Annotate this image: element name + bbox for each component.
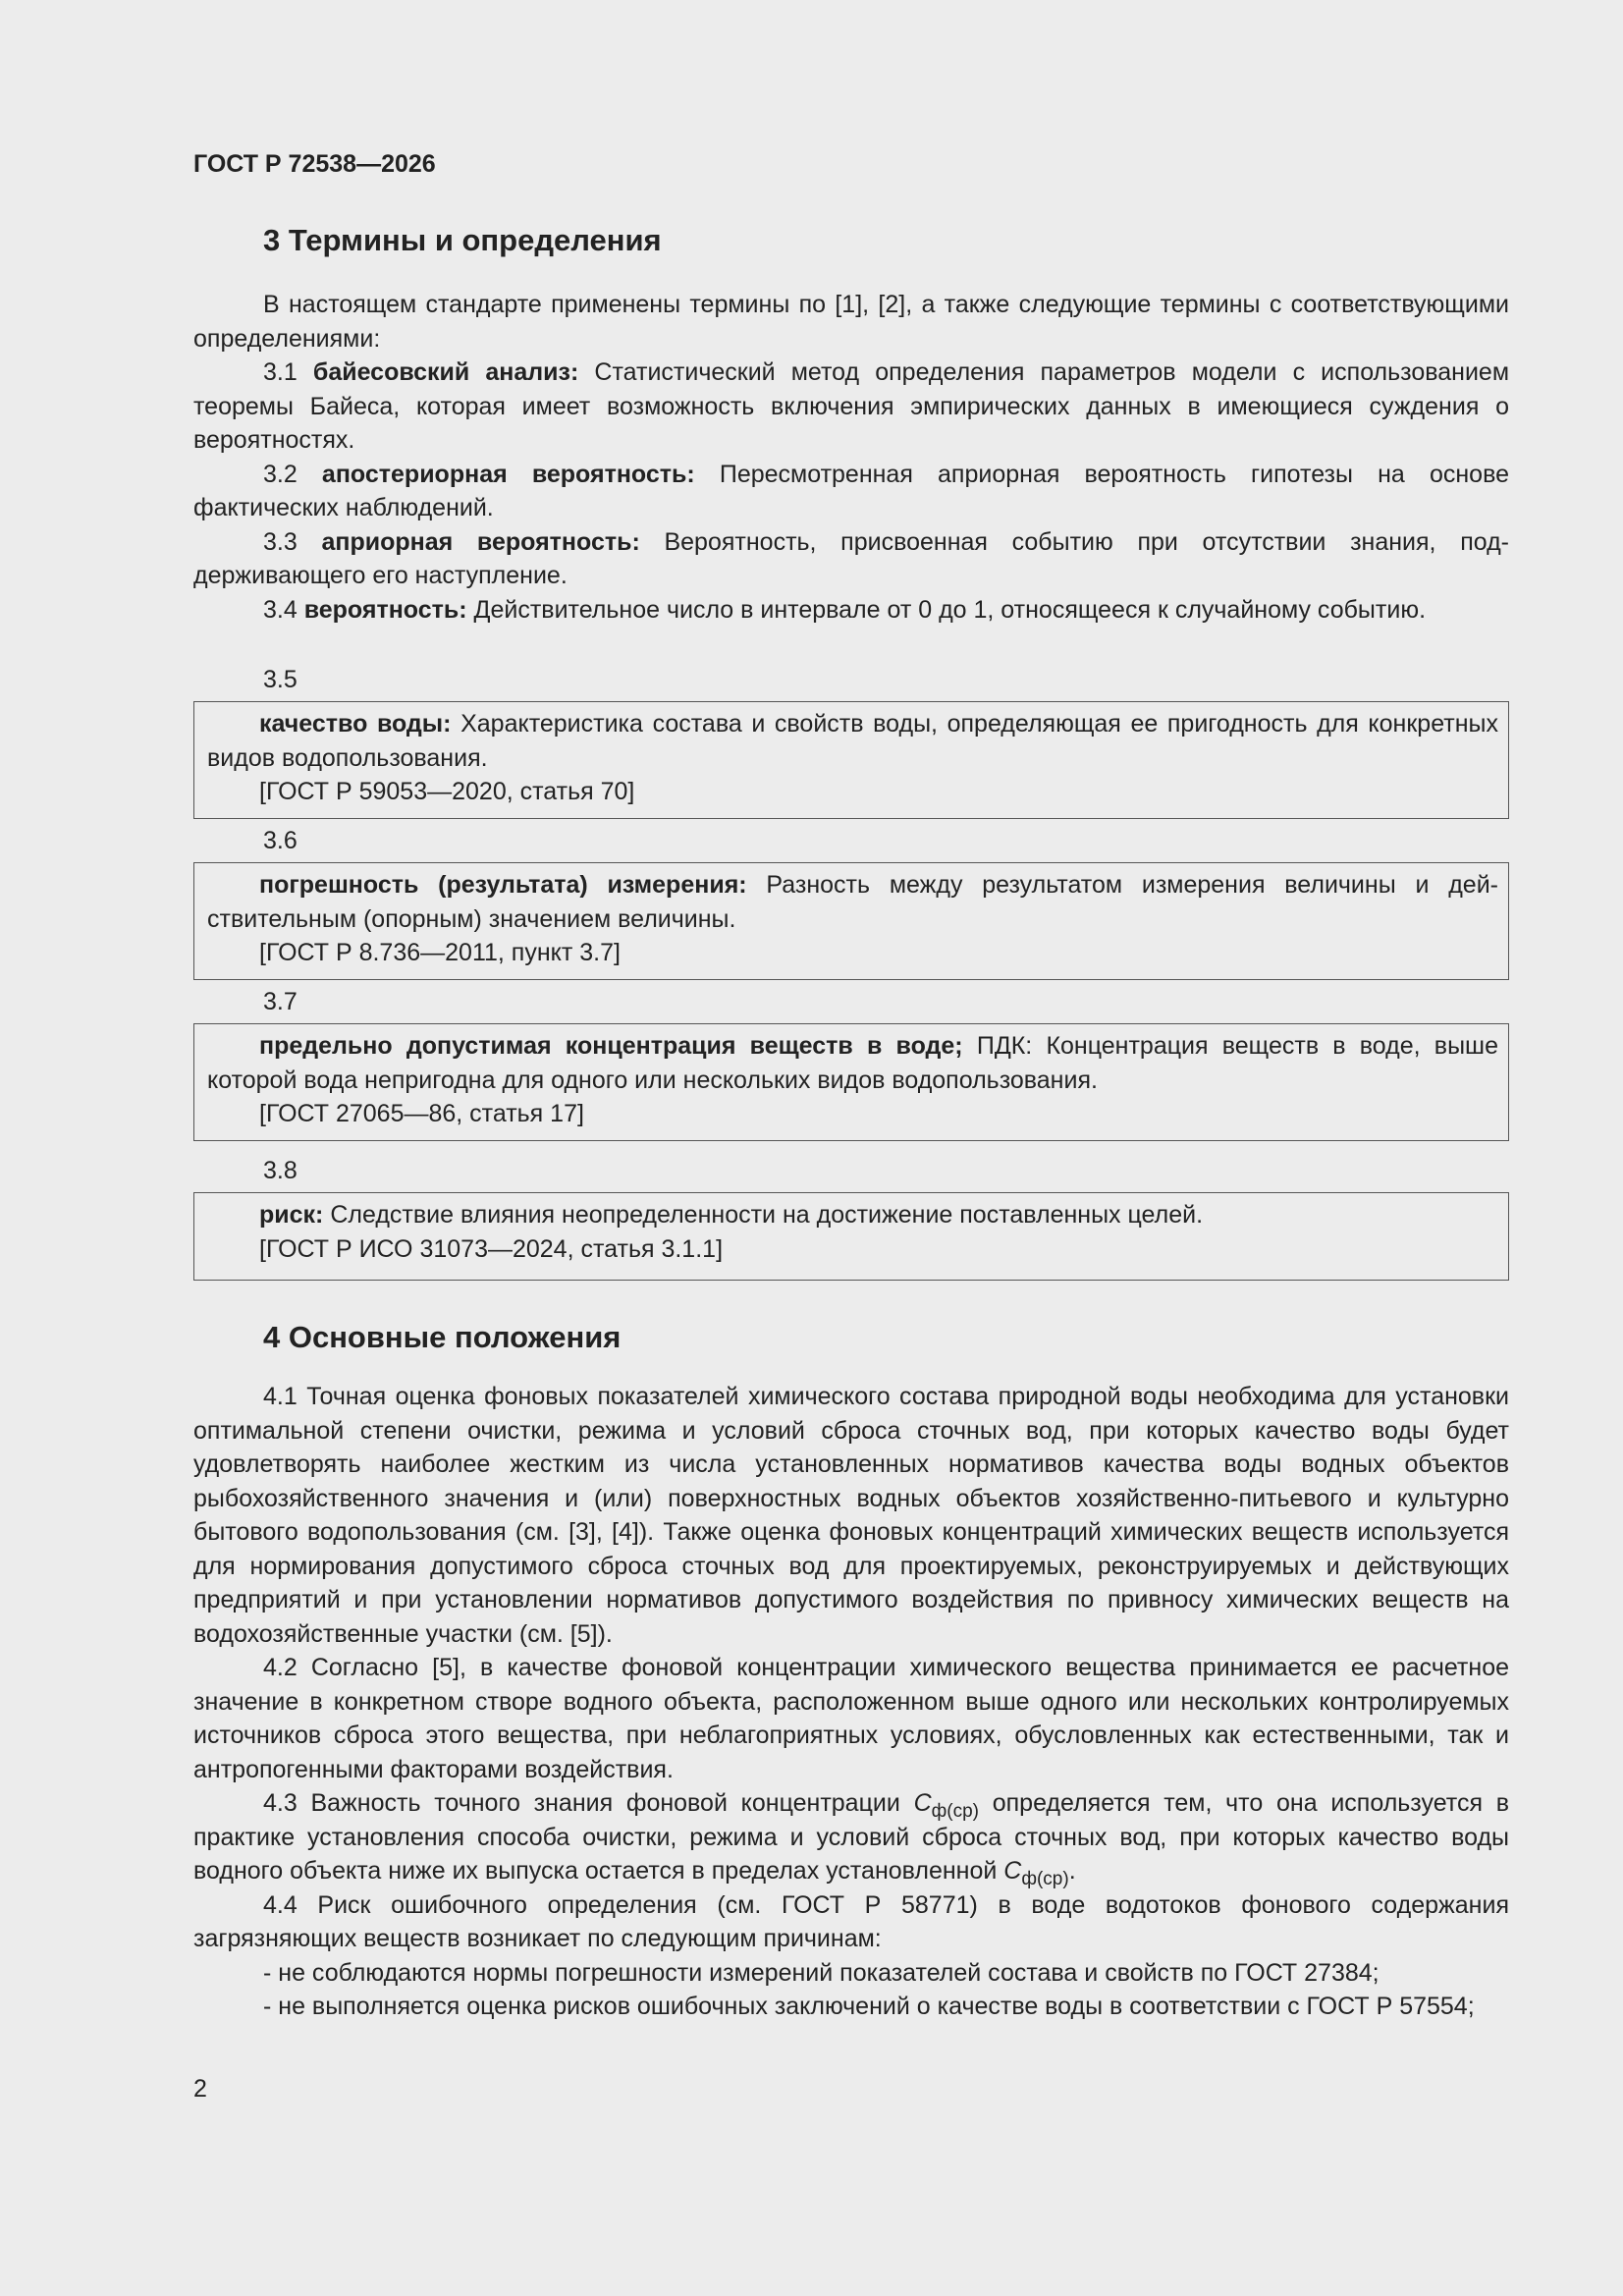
term-box-3-8 (193, 1192, 1509, 1281)
term-source: [ГОСТ Р 59053—2020, статья 70] (259, 778, 635, 805)
section-3-intro (193, 288, 1509, 627)
term-number: 3.3 (263, 527, 298, 556)
term-name: вероятность: (303, 595, 467, 624)
term-name: априорная вероятность: (321, 527, 640, 556)
term-definition: Следствие влияния неопределенности на достижение поставленных целей. (323, 1201, 1204, 1229)
section-4-heading: 4 Основные положения (263, 1320, 622, 1354)
term-source: [ГОСТ Р ИСО 31073—2024, статья 3.1.1] (259, 1234, 724, 1263)
term-3-7 (194, 1029, 1508, 1097)
section-4-body (193, 1380, 1509, 2024)
list-item: - не выполняется оценка рисков ошибочных заключений о качестве воды в соответствии с ГОСТ Р 57554; (263, 1993, 1475, 2020)
paragraph-4-4: 4.4 Риск ошибочного определения (см. ГОСТ Р 58771) в воде водотоков фонового содержания загрязняющих веществ возникает по следующим причинам: (193, 1890, 1509, 1952)
term-number: 3.5 (263, 666, 298, 693)
term-name: апостериорная вероятность: (321, 460, 695, 488)
paragraph-4-3 (193, 1786, 1509, 1888)
page-number: 2 (193, 2075, 207, 2103)
text-run: . (1068, 1857, 1076, 1885)
term-3-8 (194, 1198, 1508, 1232)
term-name: предельно допустимая концентрация веществ в воде; (259, 1032, 963, 1060)
term-3-2 (193, 458, 1509, 525)
term-name: риск: (259, 1201, 324, 1229)
term-definition: Пересмотренная априорная вероятность гипотезы на основе фактических наблюдений. (193, 460, 1509, 521)
term-number: 3.8 (263, 1157, 298, 1184)
term-definition: Разность между результатом измерения величины и действительным (опорным) значением величины. (207, 871, 1498, 933)
term-name: байесовский анализ: (312, 358, 579, 386)
document-id: ГОСТ Р 72538—2026 (193, 150, 436, 178)
term-box-3-5 (193, 701, 1509, 819)
list-item: - не соблюдаются нормы погрешности измерений показателей состава и свойств по ГОСТ 27384; (263, 1958, 1380, 1987)
term-number: 3.6 (263, 827, 298, 854)
term-name: погрешность (результата) измерения: (259, 871, 747, 899)
intro-paragraph: В настоящем стандарте применены термины по [1], [2], а также следующие термины с соответствующими определениями: (193, 291, 1509, 353)
paragraph-4-2: 4.2 Согласно [5], в качестве фоновой концентрации химического вещества принимается ее расчетное значение в конкретном створе водного объекта, расположенном выше одного или нескольких контролируемых источников сброса этого вещества, при неблагоприятных условиях, обусловленных как естественными, так и антропогенными факторами воздействия. (193, 1654, 1509, 1783)
term-number: 3.2 (263, 460, 298, 488)
term-3-3 (193, 525, 1509, 593)
term-box-3-7 (193, 1023, 1509, 1141)
term-box-3-6 (193, 862, 1509, 980)
term-name: качество воды: (259, 710, 452, 738)
term-3-5 (194, 707, 1508, 775)
section-3-heading: 3 Термины и определения (263, 223, 662, 257)
term-3-1 (193, 355, 1509, 458)
term-number: 3.7 (263, 988, 298, 1015)
document-page (193, 0, 1509, 2296)
text-run: определяется тем, что она используется в практике установления способа очистки, режима и условий сброса сточных вод, при которых качество воды водного объекта ниже их выпуска остается в пределах установленной (193, 1789, 1509, 1885)
term-definition: Статистический метод определения параметров модели с использованием теоремы Байеса, которая имеет возможность включения эмпирических данных в имеющиеся суждения о вероятностях. (193, 358, 1510, 454)
formula-subscript: ф(ср) (931, 1801, 979, 1822)
text-run: 4.3 Важность точного знания фоновой концентрации (263, 1789, 914, 1817)
term-definition: ПДК: Концентрация веществ в воде, выше которой вода непригодна для одного или нескольких видов водопользования. (207, 1032, 1498, 1094)
term-source: [ГОСТ Р 8.736—2011, пункт 3.7] (259, 939, 621, 966)
paragraph-4-1: 4.1 Точная оценка фоновых показателей химического состава природной воды необходима для установки оптимальной степени очистки, режима и условий сброса сточных вод, при которых качество воды будет удовлетворять наиболее жестким из числа установленных нормативов качества воды водных объектов рыбохозяйственного значения и (или) поверхностных водных объектов хозяйственно-питьевого и культурно бытового водопользования (см. [3], [4]). Также оценка фоновых концентраций химических веществ используется для нормирования допустимого сброса сточных вод для проектируемых, реконструируемых и действующих предприятий и при установлении нормативов допустимого воздействия по привносу химических веществ на водохозяйственные участки (см. [5]). (193, 1383, 1509, 1648)
term-number: 3.4 (263, 595, 298, 624)
formula-symbol: C (1003, 1857, 1022, 1885)
term-3-4 (193, 593, 1509, 628)
term-definition: Характеристика состава и свойств воды, определяющая ее пригодность для конкретных видов водопользования. (207, 710, 1498, 772)
formula-symbol: C (913, 1789, 932, 1817)
term-definition: Действительное число в интервале от 0 до 1, относящееся к случайному событию. (466, 595, 1427, 624)
term-source: [ГОСТ 27065—86, статья 17] (259, 1100, 584, 1127)
term-number: 3.1 (263, 358, 298, 386)
term-3-6 (194, 868, 1508, 936)
formula-subscript: ф(ср) (1021, 1869, 1069, 1889)
term-definition: Вероятность, присвоенная событию при отсутствии знания, поддерживающего его наступление. (193, 527, 1509, 589)
